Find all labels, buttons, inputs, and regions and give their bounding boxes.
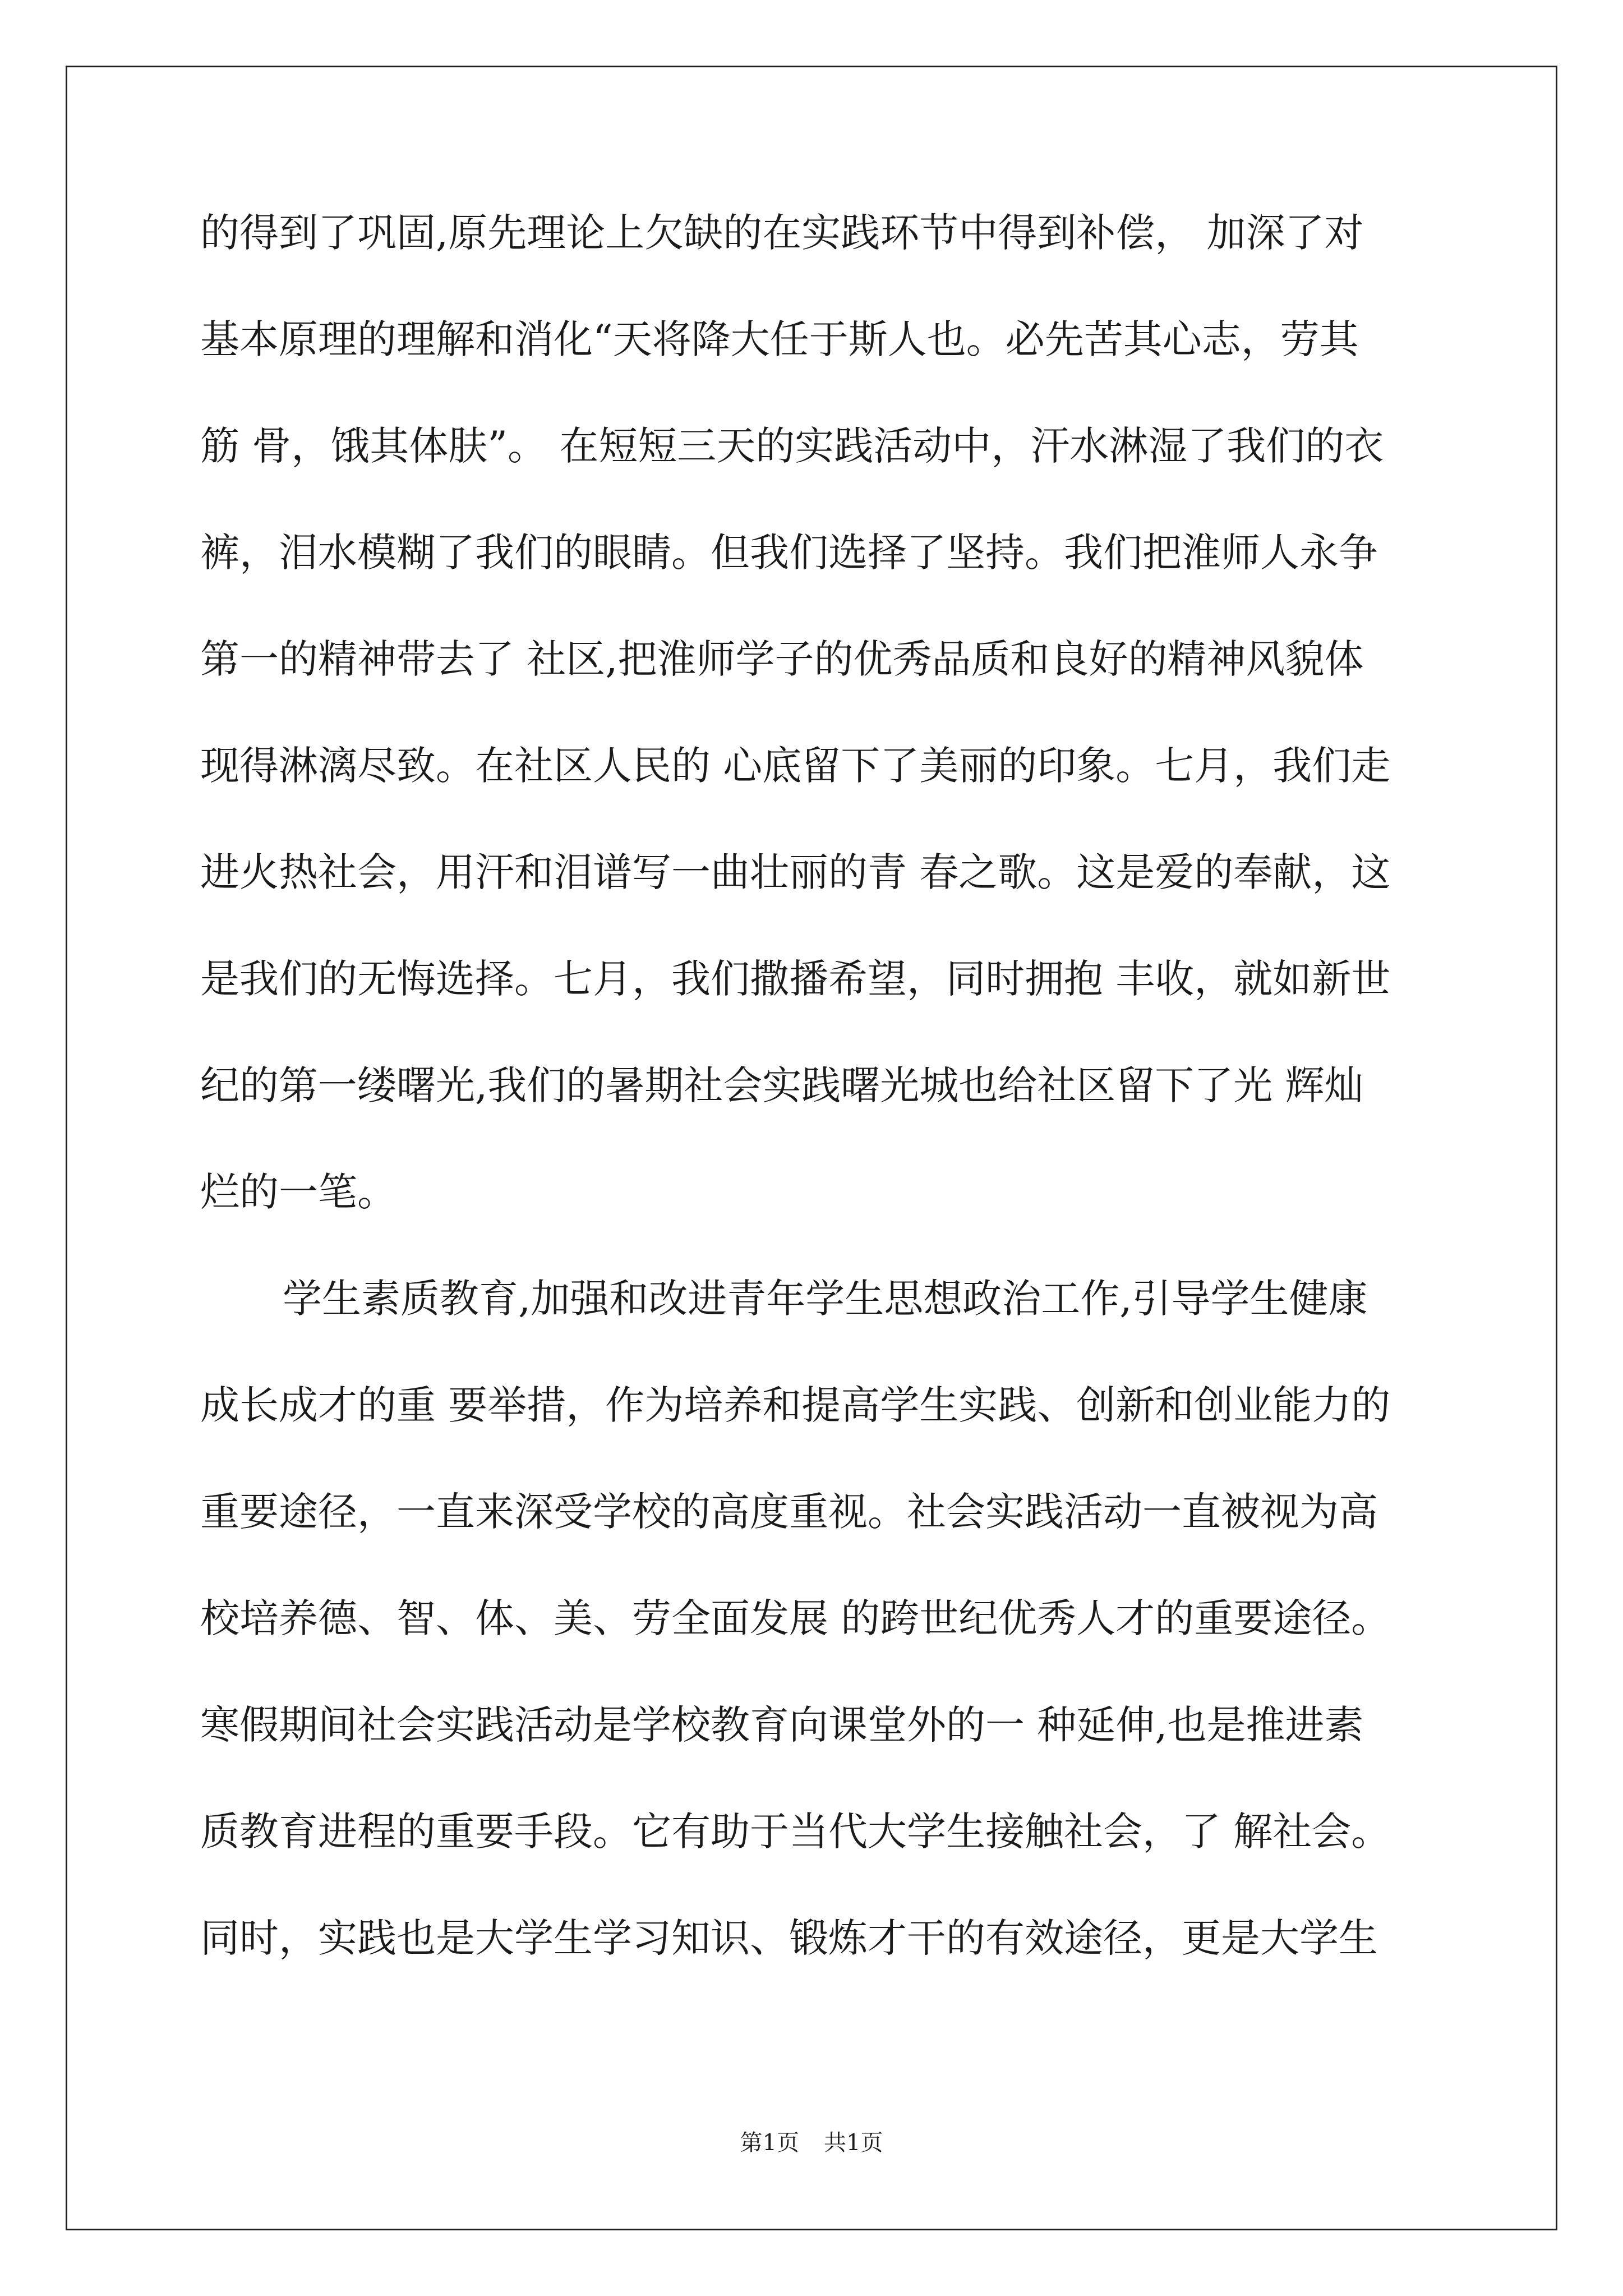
text-line: 基本原理的理解和消化“天将降大任于斯人也。必先苦其心志，劳其 (200, 316, 1359, 362)
text-line: 寒假期间社会实践活动是学校教育向课堂外的一 种延伸,也是推进素 (200, 1702, 1364, 1748)
text-line: 重要途径，一直来深受学校的高度重视。社会实践活动一直被视为高 (200, 1489, 1378, 1535)
paragraph-first-line: 学生素质教育,加强和改进青年学生思想政治工作,引导学生健康 (283, 1276, 1368, 1322)
page-footer (0, 2125, 1623, 2157)
text-line: 现得淋漓尽致。在社区人民的 心底留下了美丽的印象。七月，我们走 (200, 743, 1391, 789)
text-line: 第一的精神带去了 社区,把淮师学子的优秀品质和良好的精神风貌体 (200, 636, 1364, 682)
text-line: 纪的第一缕曙光,我们的暑期社会实践曙光城也给社区留下了光 辉灿 (200, 1062, 1364, 1108)
text-line: 同时，实践也是大学生学习知识、锻炼才干的有效途径，更是大学生 (200, 1915, 1378, 1961)
page-number-current: 第1页 (740, 2130, 799, 2156)
text-line: 筋 骨，饿其体肤”。 在短短三天的实践活动中，汗水淋湿了我们的衣 (200, 423, 1384, 469)
text-line: 烂的一笔。 (200, 1169, 396, 1215)
page-number-total: 共1页 (824, 2130, 883, 2156)
text-line: 进火热社会，用汗和泪谱写一曲壮丽的青 春之歌。这是爱的奉献，这 (200, 849, 1391, 895)
text-line: 的得到了巩固,原先理论上欠缺的在实践环节中得到补偿， 加深了对 (200, 210, 1364, 256)
text-line: 成长成才的重 要举措，作为培养和提高学生实践、创新和创业能力的 (200, 1382, 1391, 1428)
document-body (200, 210, 1434, 2025)
text-line: 质教育进程的重要手段。它有助于当代大学生接触社会，了 解社会。 (200, 1809, 1391, 1855)
text-line: 是我们的无悔选择。七月，我们撒播希望，同时拥抱 丰收，就如新世 (200, 956, 1391, 1002)
text-line: 校培养德、智、体、美、劳全面发展 的跨世纪优秀人才的重要途径。 (200, 1595, 1391, 1641)
text-line: 裤，泪水模糊了我们的眼睛。但我们选择了坚持。我们把淮师人永争 (200, 530, 1378, 576)
